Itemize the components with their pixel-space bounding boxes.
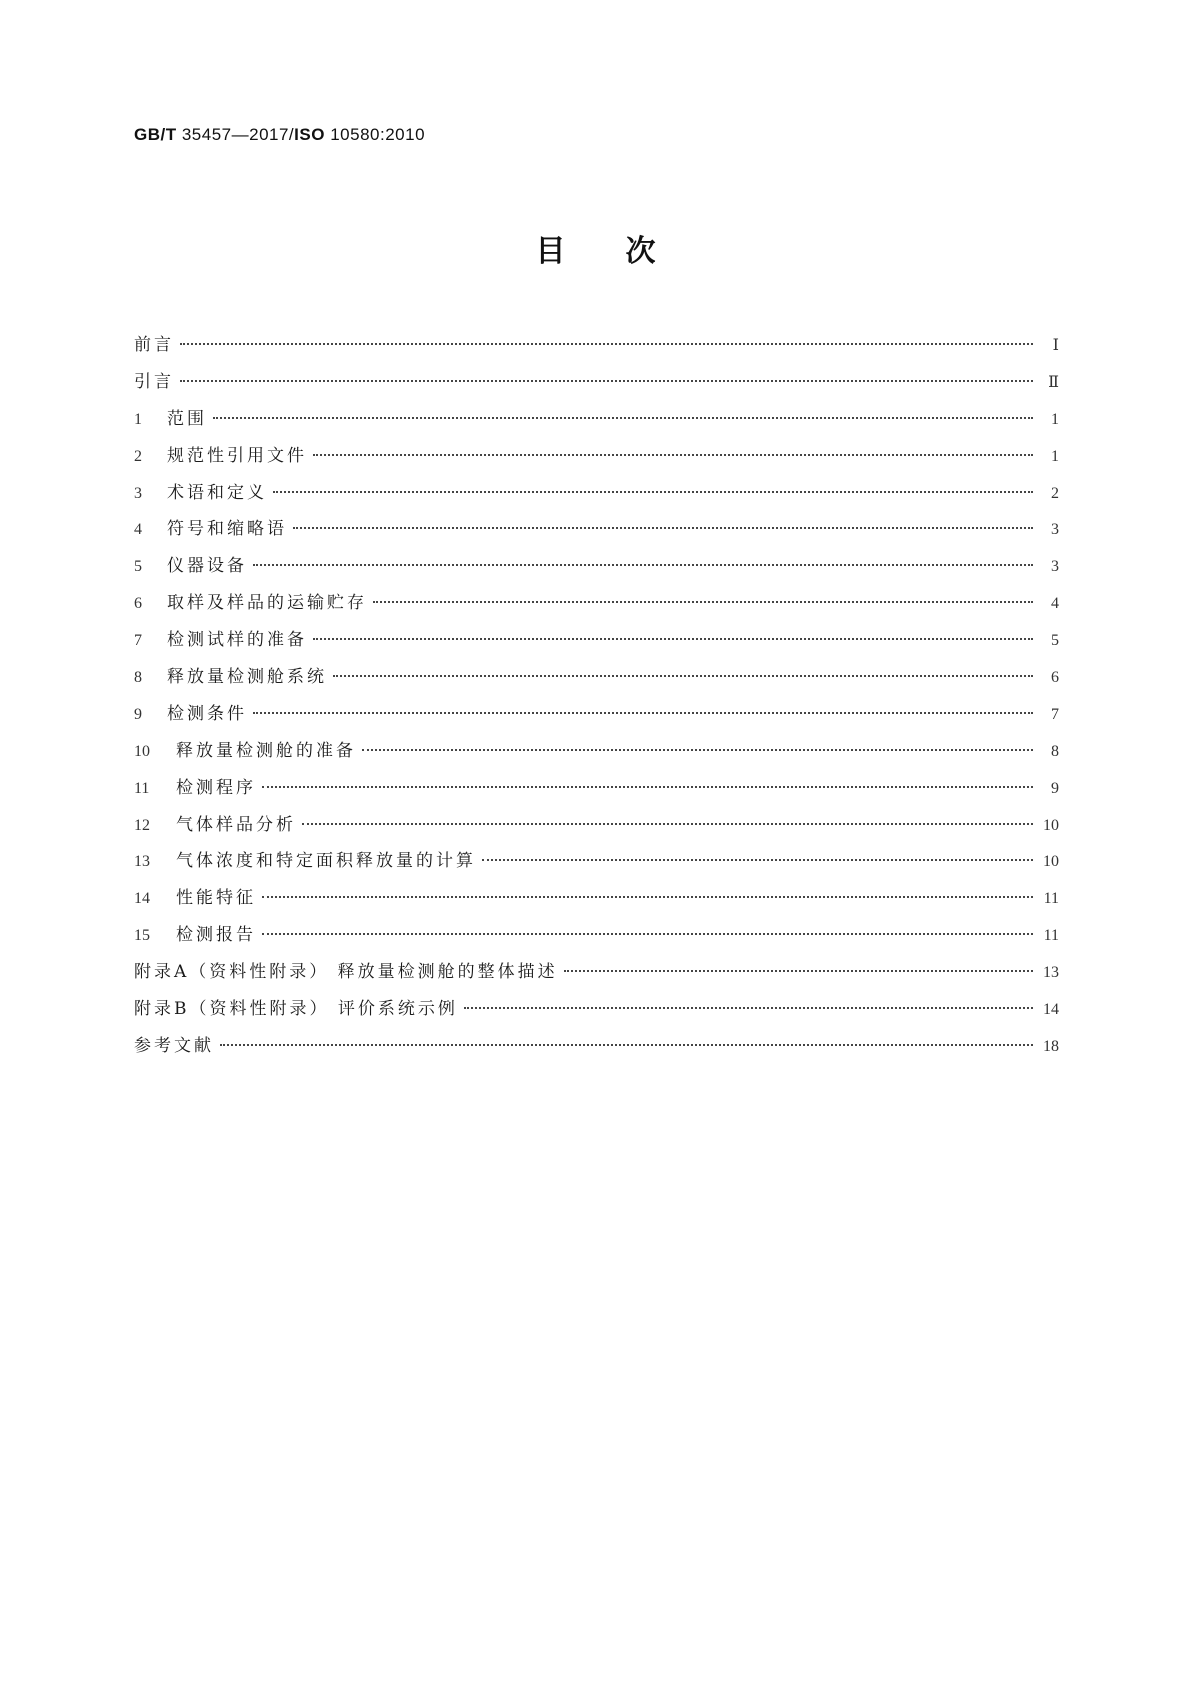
iso-prefix: ISO <box>294 125 325 144</box>
toc-entry-number: 13 <box>134 853 150 871</box>
toc-page-number: 7 <box>1051 705 1059 723</box>
toc-dot-leader <box>180 343 1033 345</box>
toc-entry-title: 气体样品分析 <box>176 814 296 835</box>
toc-entry[interactable] <box>134 770 1059 807</box>
toc-entry-number: 14 <box>134 890 150 908</box>
toc-page-number: Ⅰ <box>1052 337 1059 354</box>
toc-page-number: 4 <box>1051 595 1059 613</box>
toc-entry[interactable] <box>134 880 1059 917</box>
toc-entry-title: 附录A（资料性附录） 释放量检测舱的整体描述 <box>134 962 558 983</box>
toc-page-number: 6 <box>1051 669 1059 687</box>
toc-entry-title: 引言 <box>134 371 174 392</box>
toc-entry-number: 6 <box>134 595 142 613</box>
toc-page-number: 13 <box>1043 964 1059 982</box>
toc-dot-leader <box>482 859 1033 861</box>
toc-page-number: 1 <box>1051 447 1059 465</box>
toc-dot-leader <box>302 823 1033 825</box>
toc-entry-title: 释放量检测舱系统 <box>167 667 327 688</box>
toc-page-number: 8 <box>1051 742 1059 760</box>
toc-dot-leader <box>333 675 1033 677</box>
toc-dot-leader <box>220 1044 1033 1046</box>
toc-entry[interactable] <box>134 733 1059 770</box>
toc-entry[interactable] <box>134 585 1059 622</box>
toc-dot-leader <box>373 601 1033 603</box>
toc-dot-leader <box>313 638 1033 640</box>
toc-entry-title: 前言 <box>134 335 174 355</box>
toc-entry-number: 10 <box>134 742 150 760</box>
toc-entry[interactable] <box>134 327 1059 364</box>
toc-dot-leader <box>262 896 1033 898</box>
toc-dot-leader <box>564 970 1033 972</box>
toc-entry-title: 规范性引用文件 <box>167 445 307 466</box>
toc-page-number: Ⅱ <box>1048 373 1059 391</box>
toc-entry[interactable] <box>134 1028 1059 1065</box>
toc-entry-title: 气体浓度和特定面积释放量的计算 <box>176 851 476 872</box>
toc-entry-number: 5 <box>134 558 142 576</box>
toc-dot-leader <box>362 749 1033 751</box>
toc-page-number: 3 <box>1051 558 1059 576</box>
toc-page-number: 11 <box>1043 927 1059 945</box>
toc-entry-title: 附录B（资料性附录） 评价系统示例 <box>134 999 458 1020</box>
toc-page-number: 10 <box>1043 853 1059 871</box>
toc-entry[interactable] <box>134 475 1059 512</box>
toc-entry-number: 15 <box>134 927 150 945</box>
toc-entry-title: 性能特征 <box>176 888 256 909</box>
toc-page-number: 9 <box>1051 779 1059 797</box>
toc-dot-leader <box>293 527 1033 529</box>
toc-entry[interactable] <box>134 548 1059 585</box>
toc-entry[interactable] <box>134 917 1059 954</box>
toc-dot-leader <box>464 1007 1033 1009</box>
toc-entry[interactable] <box>134 511 1059 548</box>
table-of-contents <box>134 327 1059 1065</box>
toc-entry-title: 符号和缩略语 <box>167 519 287 540</box>
toc-entry[interactable] <box>134 622 1059 659</box>
standard-number: 35457—2017/ <box>181 125 295 144</box>
standard-prefix: GB/T <box>134 125 177 144</box>
toc-entry-number: 4 <box>134 521 142 539</box>
toc-entry[interactable] <box>134 991 1059 1028</box>
toc-dot-leader <box>213 417 1033 419</box>
toc-entry-title: 范围 <box>167 408 207 429</box>
toc-dot-leader <box>313 454 1033 456</box>
toc-entry-title: 检测程序 <box>176 777 256 798</box>
toc-entry[interactable] <box>134 401 1059 438</box>
toc-entry[interactable] <box>134 438 1059 475</box>
toc-dot-leader <box>253 564 1033 566</box>
toc-entry-title: 释放量检测舱的准备 <box>176 740 356 761</box>
toc-entry-title: 检测报告 <box>176 925 256 946</box>
toc-dot-leader <box>273 491 1033 493</box>
toc-page-number: 10 <box>1043 816 1059 834</box>
iso-number: 10580:2010 <box>330 125 426 144</box>
toc-page-number: 1 <box>1051 410 1059 428</box>
toc-entry[interactable] <box>134 807 1059 844</box>
toc-entry-title: 检测试样的准备 <box>167 630 307 651</box>
toc-page-number: 3 <box>1051 521 1059 539</box>
toc-entry[interactable] <box>134 696 1059 733</box>
toc-page-number: 18 <box>1043 1037 1059 1055</box>
toc-entry-title: 参考文献 <box>134 1035 214 1056</box>
toc-dot-leader <box>262 786 1033 788</box>
toc-entry-number: 11 <box>134 779 150 797</box>
toc-entry[interactable] <box>134 364 1059 401</box>
toc-dot-leader <box>180 380 1033 382</box>
toc-entry-title: 仪器设备 <box>167 556 247 577</box>
toc-dot-leader <box>262 933 1033 935</box>
toc-page-number: 14 <box>1043 1001 1059 1019</box>
toc-page-number: 11 <box>1043 890 1059 908</box>
toc-entry-number: 8 <box>134 669 142 687</box>
toc-entry-number: 7 <box>134 632 142 650</box>
toc-page-number: 5 <box>1051 632 1059 650</box>
toc-entry-title: 检测条件 <box>167 703 247 724</box>
toc-entry[interactable] <box>134 659 1059 696</box>
toc-entry-number: 2 <box>134 447 142 465</box>
toc-entry-title: 术语和定义 <box>167 482 267 503</box>
toc-entry-number: 1 <box>134 410 142 428</box>
standard-code-header <box>134 125 425 145</box>
toc-dot-leader <box>253 712 1033 714</box>
page-title: 目次 <box>535 234 716 269</box>
toc-entry-title: 取样及样品的运输贮存 <box>167 593 367 614</box>
toc-entry-number: 9 <box>134 705 142 723</box>
toc-entry[interactable] <box>134 954 1059 991</box>
toc-entry-number: 3 <box>134 484 142 502</box>
toc-entry[interactable] <box>134 843 1059 880</box>
toc-page-number: 2 <box>1051 484 1059 502</box>
toc-entry-number: 12 <box>134 816 150 834</box>
